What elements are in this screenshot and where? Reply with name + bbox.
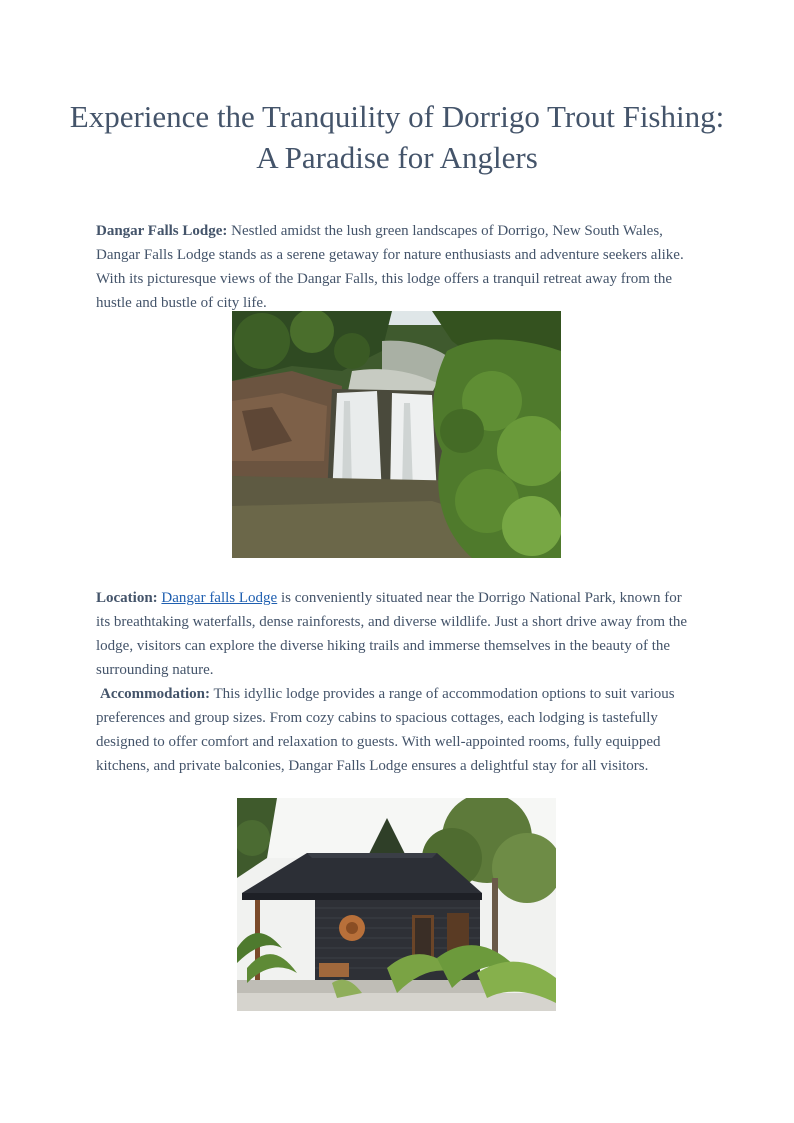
section-label-location: Location: [96,590,158,606]
paragraph-dangar-falls-lodge [96,219,696,315]
paragraph-accommodation [96,682,696,778]
cabin-photo [237,798,556,1011]
paragraph-location [96,586,696,682]
section-text-location: is conveniently situated near the Dorrigo National Park, known for its breathtaking waterfalls, dense rainforests, and diverse wildlife. Just a short drive away from the lodge, visitors can explore the diverse hiking trails and immerse themselves in the beauty of the surrounding nature. [96,590,688,678]
section-text-lodge: Nestled amidst the lush green landscapes of Dorrigo, New South Wales, Dangar Falls Lodge stands as a serene getaway for nature enthusiasts and adventure seekers alike. With its picturesque views of the Dangar Falls, this lodge offers a tranquil retreat away from the hustle and bustle of city life. [96,223,684,311]
page-title: Experience the Tranquility of Dorrigo Trout Fishing: A Paradise for Anglers [69,99,725,175]
section-text-accommodation: This idyllic lodge provides a range of accommodation options to suit various preferences and group sizes. From cozy cabins to spacious cottages, each lodging is tastefully designed to offer comfort and relaxation to guests. With well-appointed rooms, fully equipped kitchens, and private balconies, Dangar Falls Lodge ensures a delightful stay for all visitors. [96,686,675,774]
section-label-accommodation: Accommodation: [100,686,210,702]
section-label-lodge: Dangar Falls Lodge: [96,223,228,239]
dangar-falls-lodge-link[interactable]: Dangar falls Lodge [161,590,278,606]
waterfall-photo [232,311,561,558]
